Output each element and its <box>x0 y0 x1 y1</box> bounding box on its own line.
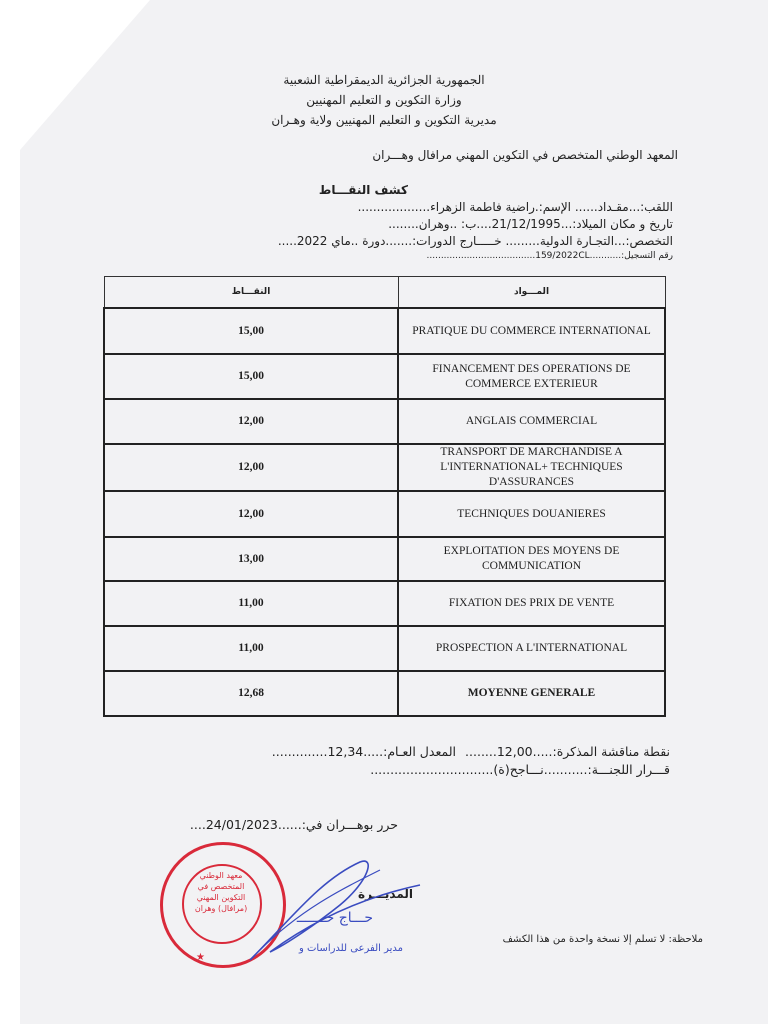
table-row <box>104 491 665 537</box>
table-row <box>104 581 665 626</box>
average-row <box>104 671 665 716</box>
ministry-header: وزارة التكوين و التعليم المهنيين <box>306 93 462 107</box>
subject-cell: TRANSPORT DE MARCHANDISE A L'INTERNATIONAL+ TECHNIQUES D'ASSURANCES <box>398 444 665 491</box>
grade-cell: 15,00 <box>104 354 398 399</box>
subject-cell: PRATIQUE DU COMMERCE INTERNATIONAL <box>398 308 665 354</box>
subjects-header: المـــواد <box>398 277 665 309</box>
republic-header: الجمهورية الجزائرية الديمقراطية الشعبية <box>283 73 485 87</box>
student-birth-line: تاريخ و مكان الميلاد:...21/12/1995....ب: ..وهران........ <box>388 217 673 231</box>
grade-cell: 12,00 <box>104 399 398 444</box>
copy-note: ملاحظة: لا تسلم إلا نسخة واحدة من هذا الكشف <box>502 934 703 945</box>
table-row <box>104 308 665 354</box>
institute-name: المعهد الوطني المتخصص في التكوين المهني مرافال وهـــران <box>372 148 678 162</box>
subject-cell: ANGLAIS COMMERCIAL <box>398 399 665 444</box>
subject-cell: FIXATION DES PRIX DE VENTE <box>398 581 665 626</box>
grade-cell: 11,00 <box>104 581 398 626</box>
grade-cell: 11,00 <box>104 626 398 671</box>
student-specialty-line: التخصص:...التجـارة الدولية......... خـــــارج الدورات:.......دورة ..ماي 2022..... <box>277 234 673 248</box>
subject-cell: EXPLOITATION DES MOYENS DE COMMUNICATION <box>398 537 665 581</box>
grade-cell: 13,00 <box>104 537 398 581</box>
committee-decision: قـــرار اللجنـــة:...........نـــاجح(ة)............................... <box>370 762 670 777</box>
signatory-subtitle: مدير الفرعى للدراسات و <box>298 943 403 954</box>
thesis-grade: نقطة مناقشة المذكرة:.....12,00........ <box>465 744 670 759</box>
table-header-row <box>104 277 665 309</box>
directorate-header: مديرية التكوين و التعليم المهنيين ولاية وهـران <box>271 113 497 127</box>
signature-scribble <box>230 850 430 970</box>
grades-header: النقـــاط <box>104 277 398 309</box>
stamp-text: معهد الوطني المتخصص في التكوين المهني (مرافال) وهران <box>194 871 248 913</box>
signature-title: المديـــرة <box>358 887 413 901</box>
table-row <box>104 444 665 491</box>
average-label-cell: MOYENNE GENERALE <box>398 671 665 716</box>
student-name-line: اللقب:...مقـداد...... الإسم:.راضية فاطمة الزهراء................... <box>357 200 673 214</box>
grade-cell: 12,00 <box>104 491 398 537</box>
table-row <box>104 399 665 444</box>
grade-cell: 12,00 <box>104 444 398 491</box>
grade-cell: 15,00 <box>104 308 398 354</box>
subject-cell: TECHNIQUES DOUANIERES <box>398 491 665 537</box>
document-title: كشف النقـــاط <box>318 183 408 197</box>
average-grade-cell: 12,68 <box>104 671 398 716</box>
general-average: المعدل العـام:.....12,34.............. <box>271 744 456 759</box>
table-row <box>104 537 665 581</box>
grades-table <box>103 276 666 717</box>
table-row <box>104 626 665 671</box>
table-row <box>104 354 665 399</box>
stamp-star-icon: ★ <box>196 952 205 963</box>
issue-date: حرر بوهـــران في:......24/01/2023.... <box>189 817 398 832</box>
registration-number-line: رقم التسجيل:...........159/2022CL...................................... <box>426 251 673 261</box>
signatory-name: حـــاج حـــــــ <box>296 910 373 926</box>
subject-cell: FINANCEMENT DES OPERATIONS DE COMMERCE EXTERIEUR <box>398 354 665 399</box>
subject-cell: PROSPECTION A L'INTERNATIONAL <box>398 626 665 671</box>
